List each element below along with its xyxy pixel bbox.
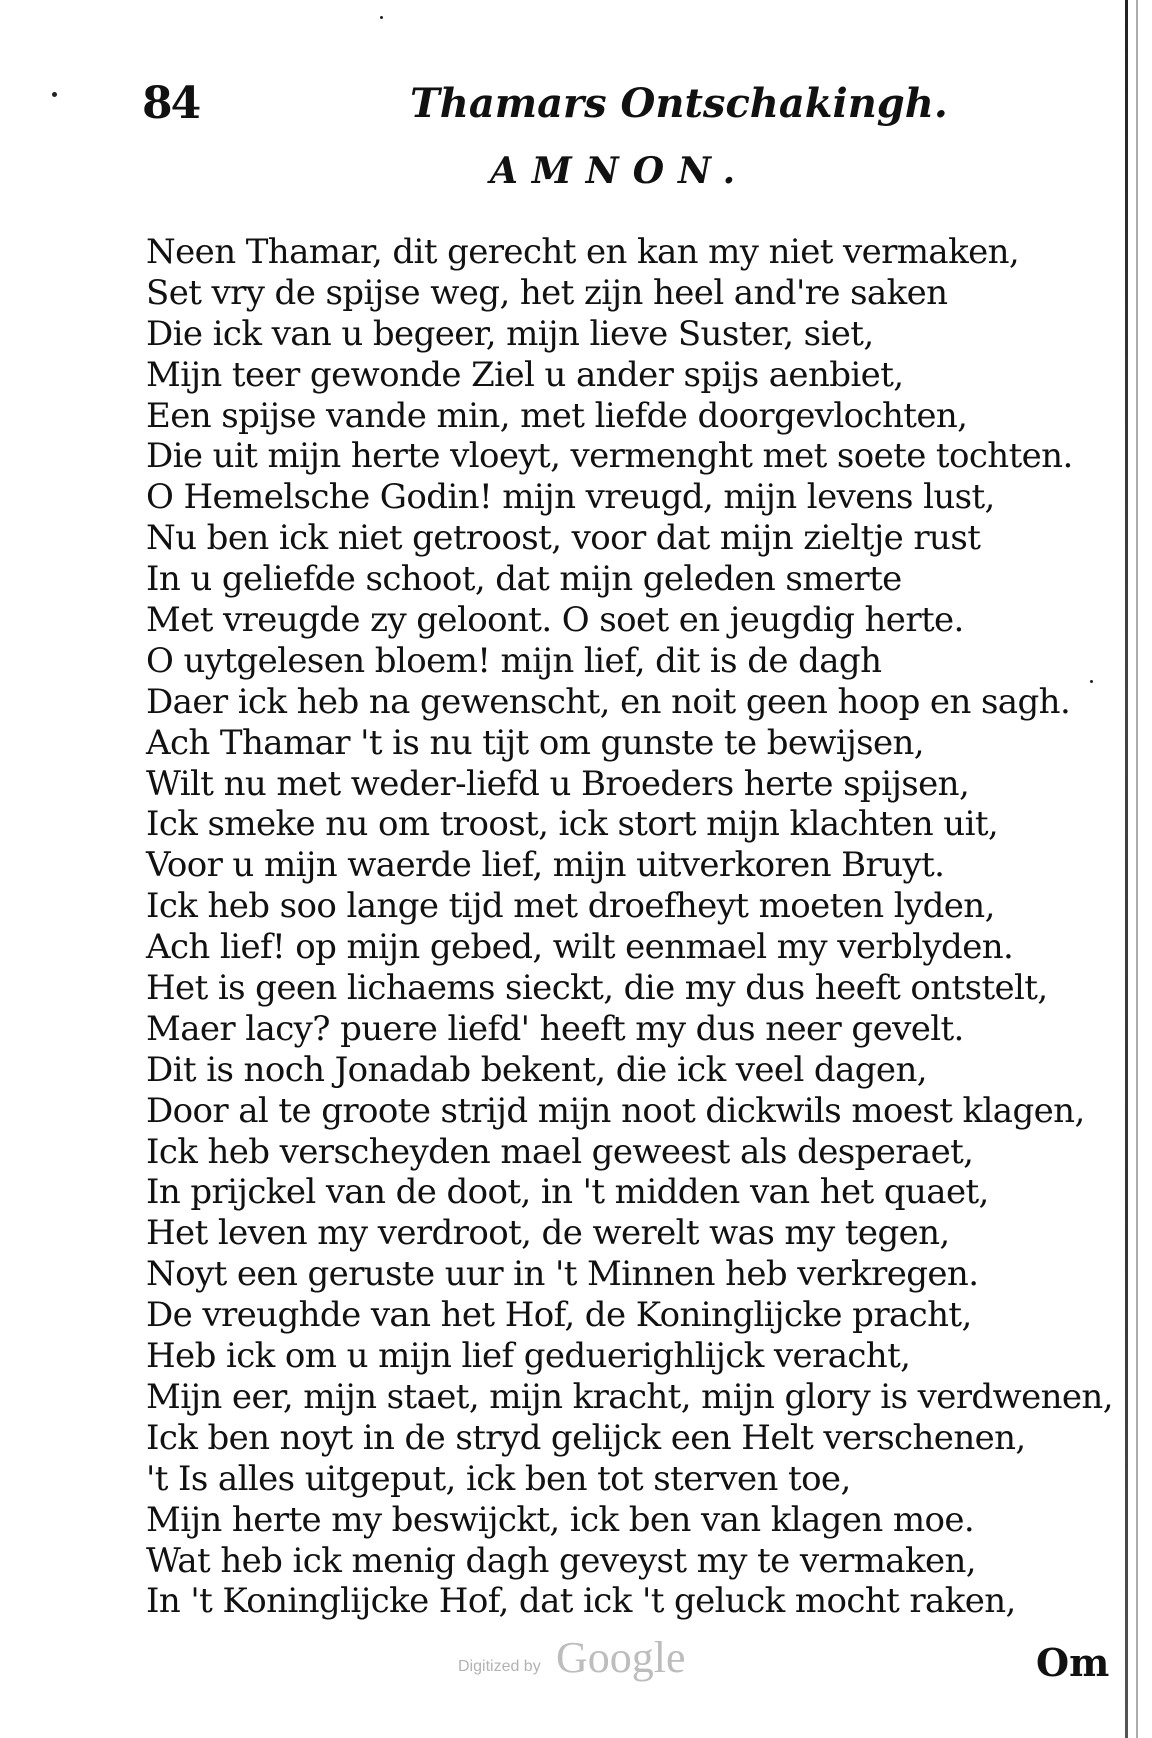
poem-line: Die uit mijn herte vloeyt, vermenght met soete tochten. bbox=[146, 436, 1073, 477]
poem-line: Wilt nu met weder-liefd u Broeders herte spijsen, bbox=[146, 763, 970, 804]
poem-line: Het leven my verdroot, de werelt was my tegen, bbox=[146, 1213, 950, 1254]
poem-line: Met vreugde zy geloont. O soet en jeugdig herte. bbox=[146, 600, 964, 641]
page-footer bbox=[0, 1633, 1152, 1700]
poem-line: Maer lacy? puere liefd' heeft my dus neer gevelt. bbox=[146, 1008, 964, 1049]
ink-speck bbox=[52, 92, 57, 97]
poem-line: Ach Thamar 't is nu tijt om gunste te bewijsen, bbox=[146, 722, 925, 763]
poem-line: In u geliefde schoot, dat mijn geleden smerte bbox=[146, 559, 902, 600]
poem-line: O Hemelsche Godin! mijn vreugd, mijn levens lust, bbox=[146, 477, 995, 518]
poem-line: O uytgelesen bloem! mijn lief, dit is de dagh bbox=[146, 640, 882, 681]
poem-line: In 't Koninglijcke Hof, dat ick 't geluck mocht raken, bbox=[146, 1581, 1016, 1622]
google-watermark: Google bbox=[556, 1633, 686, 1682]
poem-line: 't Is alles uitgeput, ick ben tot sterven toe, bbox=[146, 1458, 851, 1499]
poem-line: Ach lief! op mijn gebed, wilt eenmael my verblyden. bbox=[146, 927, 1014, 968]
poem-line: Neen Thamar, dit gerecht en kan my niet vermaken, bbox=[146, 232, 1020, 272]
poem-line: Die ick van u begeer, mijn lieve Suster, siet, bbox=[146, 313, 874, 354]
poem-line: Ick smeke nu om troost, ick stort mijn klachten uit, bbox=[146, 804, 999, 845]
poem-line: Ick heb verscheyden mael geweest als desperaet, bbox=[146, 1131, 974, 1172]
digitized-by-label: Digitized by bbox=[458, 1658, 541, 1675]
poem-line: Mijn eer, mijn staet, mijn kracht, mijn glory is verdwenen, bbox=[146, 1376, 1113, 1417]
poem-line: Daer ick heb na gewenscht, en noit geen hoop en sagh. bbox=[146, 681, 1071, 722]
ink-speck bbox=[1090, 680, 1093, 683]
poem-line: Een spijse vande min, met liefde doorgevlochten, bbox=[146, 395, 968, 436]
ink-speck bbox=[380, 16, 383, 19]
poem-line: Ick heb soo lange tijd met droefheyt moeten lyden, bbox=[146, 886, 995, 927]
poem-line: Noyt een geruste uur in 't Minnen heb verkregen. bbox=[146, 1254, 979, 1295]
poem-line: Voor u mijn waerde lief, mijn uitverkoren Bruyt. bbox=[146, 845, 945, 886]
poem-line: Door al te groote strijd mijn noot dickwils moest klagen, bbox=[146, 1090, 1085, 1131]
poem-text bbox=[146, 232, 1113, 1622]
poem-line: Dit is noch Jonadab bekent, die ick veel dagen, bbox=[146, 1049, 927, 1090]
speaker-heading: AMNON. bbox=[490, 150, 750, 192]
poem-line: Ick ben noyt in de stryd gelijck een Helt verschenen, bbox=[146, 1417, 1026, 1458]
poem-line: In prijckel van de doot, in 't midden van het quaet, bbox=[146, 1172, 989, 1213]
page-number: 84 bbox=[142, 78, 200, 129]
poem-line: Nu ben ick niet getroost, voor dat mijn zieltje rust bbox=[146, 518, 981, 559]
poem-line: Set vry de spijse weg, het zijn heel and're saken bbox=[146, 272, 948, 313]
poem-line: Het is geen lichaems sieckt, die my dus heeft ontstelt, bbox=[146, 968, 1048, 1009]
page-edge-shadow bbox=[1125, 0, 1128, 1738]
running-title: Thamars Ontschakingh. bbox=[410, 80, 948, 127]
page-edge-line bbox=[1136, 0, 1138, 1738]
poem-line: Heb ick om u mijn lief geduerighlijck veracht, bbox=[146, 1336, 911, 1377]
catchword: Om bbox=[1036, 1640, 1110, 1685]
poem-line: Wat heb ick menig dagh geveyst my te vermaken, bbox=[146, 1540, 976, 1581]
poem-line: De vreughde van het Hof, de Koninglijcke pracht, bbox=[146, 1295, 972, 1336]
poem-line: Mijn herte my beswijckt, ick ben van klagen moe. bbox=[146, 1499, 975, 1540]
poem-line: Mijn teer gewonde Ziel u ander spijs aenbiet, bbox=[146, 354, 904, 395]
page-header bbox=[142, 78, 1022, 138]
